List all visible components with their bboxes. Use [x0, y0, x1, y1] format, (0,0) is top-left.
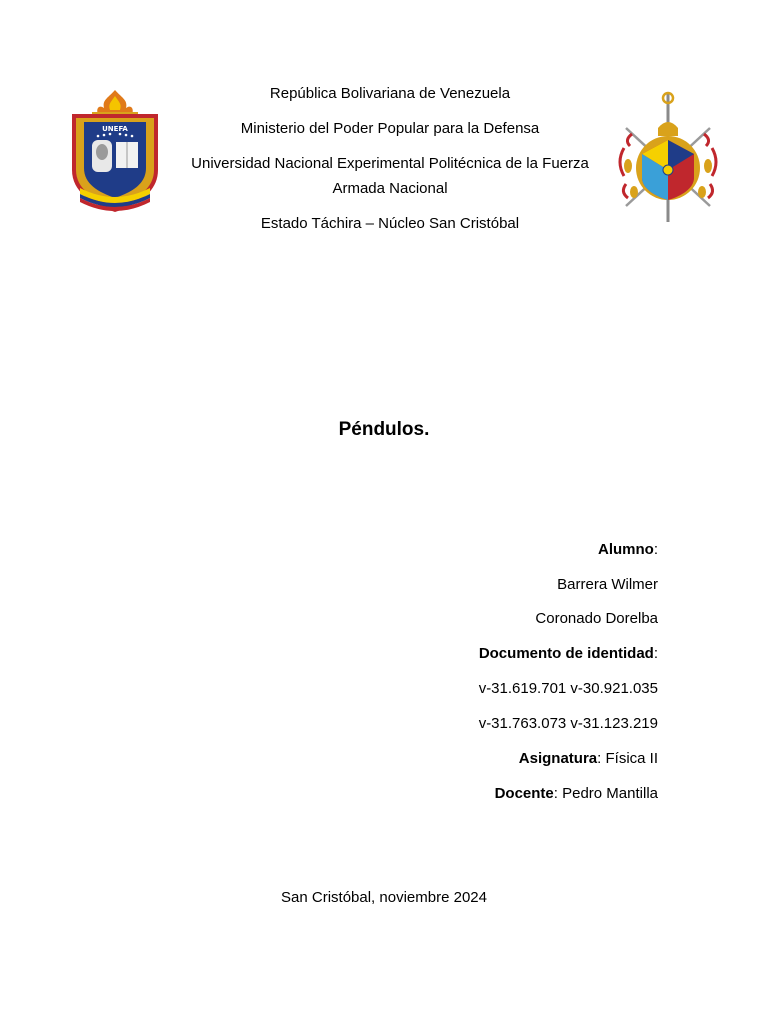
student-name-2: Coronado Dorelba: [535, 610, 658, 627]
documento-separator: :: [653, 645, 658, 662]
header-campus: Estado Táchira – Núcleo San Cristóbal: [260, 215, 520, 232]
docente-separator: :: [553, 785, 558, 802]
unefa-logo-text: UNEFA: [102, 125, 128, 133]
unefa-logo: [68, 88, 162, 222]
header-republic: República Bolivariana de Venezuela: [269, 85, 511, 102]
alumno-label-line: [258, 540, 658, 560]
asignatura-value: Física II: [605, 750, 658, 767]
docente-line: [258, 784, 658, 804]
place-date: San Cristóbal, noviembre 2024: [281, 889, 487, 906]
alumno-separator: :: [653, 541, 658, 558]
asignatura-line: [258, 749, 658, 769]
documento-label-line: [258, 644, 658, 664]
docente-label: Docente: [494, 785, 554, 802]
alumno-label: Alumno: [598, 541, 654, 558]
header-university-line2: Armada Nacional: [332, 180, 448, 197]
id-numbers-1: v-31.619.701 v-30.921.035: [478, 680, 658, 697]
document-title: Péndulos.: [338, 419, 430, 440]
asignatura-separator: :: [597, 750, 602, 767]
documento-label: Documento de identidad: [478, 645, 654, 662]
student-name-1: Barrera Wilmer: [557, 576, 658, 593]
armed-forces-emblem: [612, 88, 724, 226]
asignatura-label: Asignatura: [518, 750, 598, 767]
id-numbers-2: v-31.763.073 v-31.123.219: [478, 715, 658, 732]
docente-value: Pedro Mantilla: [562, 785, 658, 802]
header-ministry: Ministerio del Poder Popular para la Defensa: [240, 120, 540, 137]
header-university-line1: Universidad Nacional Experimental Politécnica de la Fuerza: [191, 155, 589, 172]
